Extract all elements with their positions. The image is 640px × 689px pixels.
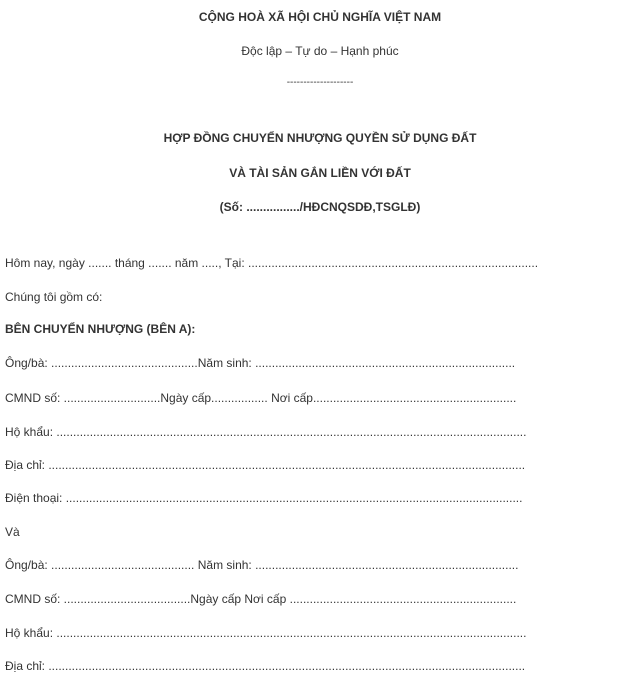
party-b-id-line: CMND số: ......................................Ngày cấp Nơi cấp .................................................................... xyxy=(5,592,517,606)
party-b-address-line: Địa chỉ: ............................................................................................................................................... xyxy=(5,659,526,673)
national-motto: Độc lập – Tự do – Hạnh phúc xyxy=(241,44,399,58)
party-a-id-line: CMND số: .............................Ngày cấp................. Nơi cấp............................................................. xyxy=(5,391,517,405)
date-place-line: Hôm nay, ngày ....... tháng ....... năm ....., Tại: ....................................................................................... xyxy=(5,256,539,270)
party-a-name-line: Ông/bà: ............................................Năm sinh: .............................................................................. xyxy=(5,356,516,370)
party-a-address-line: Địa chỉ: ............................................................................................................................................... xyxy=(5,458,526,472)
contract-title-line2: VÀ TÀI SẢN GẮN LIỀN VỚI ĐẤT xyxy=(229,166,411,180)
country-name: CỘNG HOÀ XÃ HỘI CHỦ NGHĨA VIỆT NAM xyxy=(198,10,442,24)
header-divider: -------------------- xyxy=(286,77,354,88)
parties-intro: Chúng tôi gồm có: xyxy=(5,290,103,304)
contract-title-line1: HỢP ĐỒNG CHUYỂN NHƯỢNG QUYỀN SỬ DỤNG ĐẤT xyxy=(163,131,477,145)
and-separator: Và xyxy=(5,525,20,539)
contract-number: (Số: ................/HĐCNQSDĐ,TSGLĐ) xyxy=(219,200,421,214)
party-a-heading: BÊN CHUYỂN NHƯỢNG (BÊN A): xyxy=(5,322,196,336)
party-b-household-line: Hộ khẩu: ............................................................................................................................................. xyxy=(5,626,527,640)
party-a-household-line: Hộ khẩu: ............................................................................................................................................. xyxy=(5,425,527,439)
party-b-name-line: Ông/bà: ........................................... Năm sinh: ............................................................................... xyxy=(5,558,519,572)
party-a-phone-line: Điện thoại: ......................................................................................................................................... xyxy=(5,491,523,505)
